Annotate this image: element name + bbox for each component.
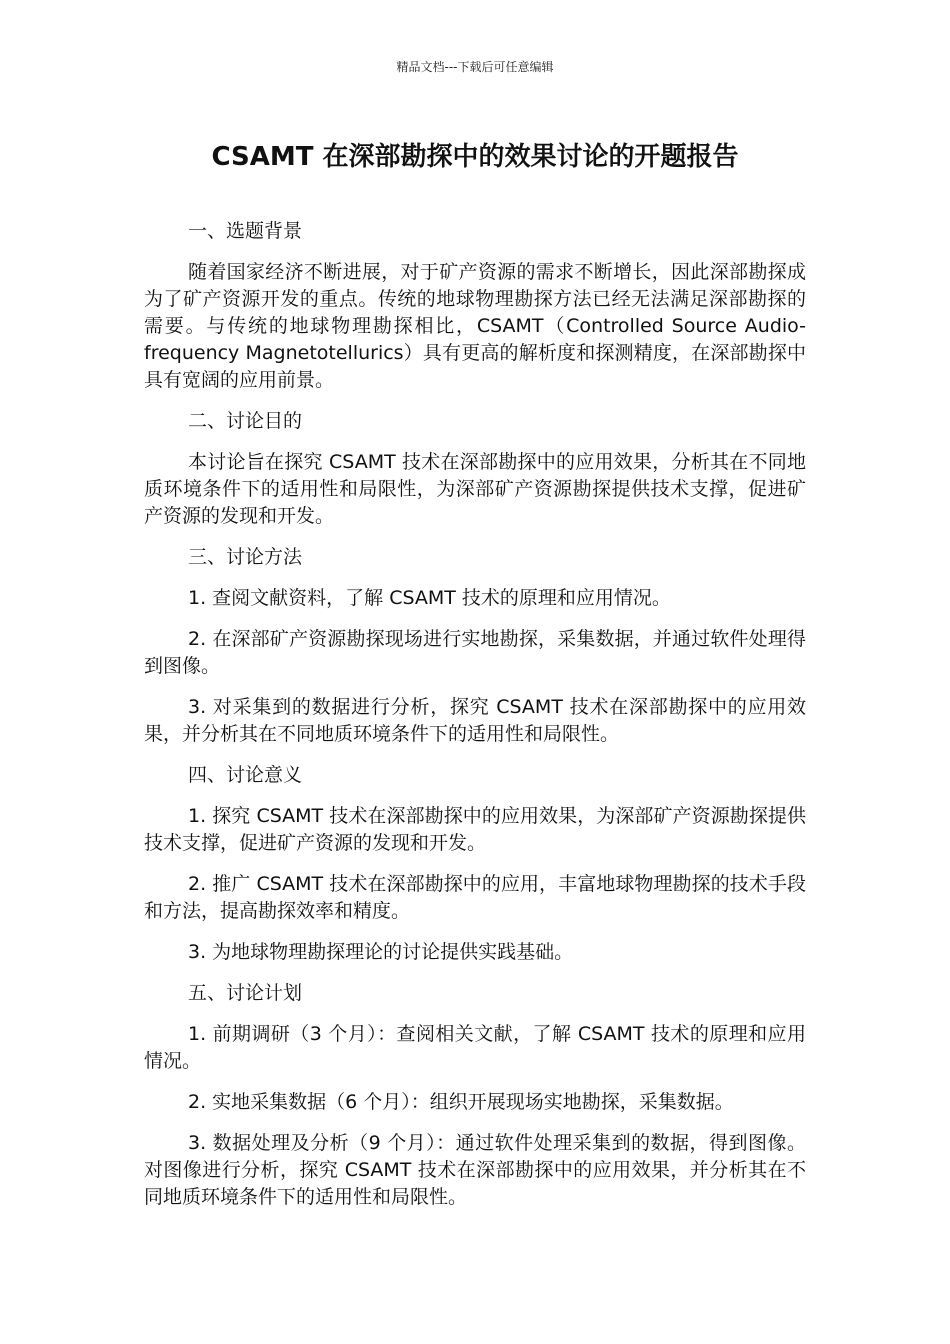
header-note: 精品文档---下载后可任意编辑 (396, 60, 554, 74)
section-heading-purpose: 二、讨论目的 (188, 410, 303, 432)
background-paragraph: 随着国家经济不断进展，对于矿产资源的需求不断增长，因此深部勘探成为了矿产资源开发的重点。传统的地球物理勘探方法已经无法满足深部勘探的需要。与传统的地球物理勘探相比，CSAMT（Controlled Source Audio-frequency Magnetotellurics）具有更高的解析度和探测精度，在深部勘探中具有宽阔的应用前景。 (144, 261, 806, 391)
significance-item-1: 1. 探究 CSAMT 技术在深部勘探中的应用效果，为深部矿产资源勘探提供技术支撑，促进矿产资源的发现和开发。 (144, 805, 806, 854)
methods-item-3: 3. 对采集到的数据进行分析，探究 CSAMT 技术在深部勘探中的应用效果，并分析其在不同地质环境条件下的适用性和局限性。 (144, 696, 806, 745)
methods-item-1: 1. 查阅文献资料，了解 CSAMT 技术的原理和应用情况。 (188, 587, 671, 609)
methods-item-2: 2. 在深部矿产资源勘探现场进行实地勘探，采集数据，并通过软件处理得到图像。 (144, 628, 806, 677)
section-heading-methods: 三、讨论方法 (188, 546, 303, 568)
section-heading-plan: 五、讨论计划 (188, 982, 303, 1004)
plan-item-3: 3. 数据处理及分析（9 个月）：通过软件处理采集到的数据，得到图像。对图像进行分析，探究 CSAMT 技术在深部勘探中的应用效果，并分析其在不同地质环境条件下的适用性和局限性。 (144, 1132, 806, 1208)
section-heading-background: 一、选题背景 (188, 220, 303, 242)
purpose-paragraph: 本讨论旨在探究 CSAMT 技术在深部勘探中的应用效果，分析其在不同地质环境条件下的适用性和局限性，为深部矿产资源勘探提供技术支撑，促进矿产资源的发现和开发。 (144, 451, 806, 527)
section-heading-significance: 四、讨论意义 (188, 764, 303, 786)
plan-item-1: 1. 前期调研（3 个月）：查阅相关文献，了解 CSAMT 技术的原理和应用情况。 (144, 1023, 806, 1072)
document-body (144, 218, 806, 1225)
significance-item-3: 3. 为地球物理勘探理论的讨论提供实践基础。 (188, 941, 574, 963)
plan-item-2: 2. 实地采集数据（6 个月）：组织开展现场实地勘探，采集数据。 (188, 1091, 734, 1113)
document-title: CSAMT 在深部勘探中的效果讨论的开题报告 (211, 142, 739, 172)
significance-item-2: 2. 推广 CSAMT 技术在深部勘探中的应用，丰富地球物理勘探的技术手段和方法，提高勘探效率和精度。 (144, 873, 806, 922)
